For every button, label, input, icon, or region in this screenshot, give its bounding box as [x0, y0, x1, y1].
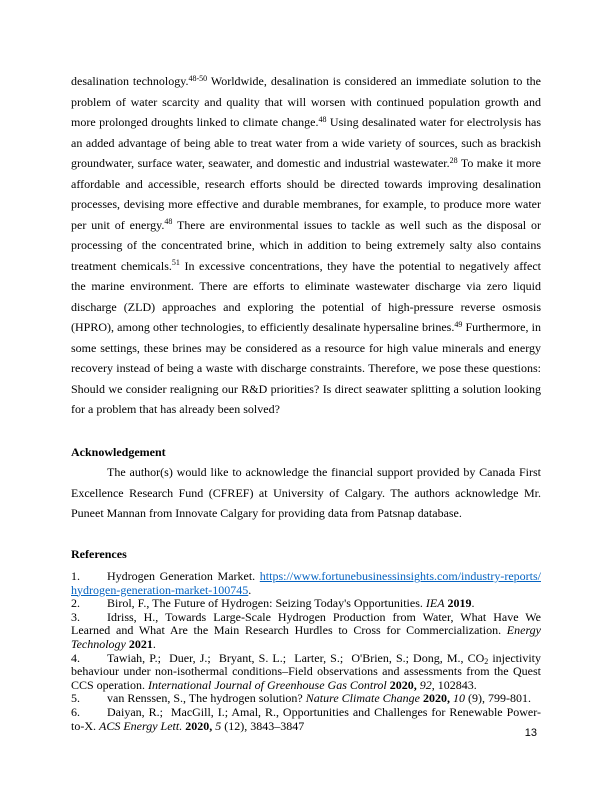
- reference-item-2: [71, 597, 541, 611]
- text-run: , 102843.: [431, 677, 477, 692]
- text-run: Furthermore, in some settings, these brines may be considered as a resource for high value minerals and energy recovery instead of being a waste with discharge constraints. Therefore, we pose these questions: Should we consider realigning our R&D priorities? Is direct seawater splitting a solution looking for a problem that has already been solved?: [71, 320, 541, 416]
- reference-number: 4.: [71, 650, 80, 665]
- reference-item-6: [71, 706, 541, 733]
- text-run: Tawiah, P.; Duer, J.; Bryant, S. L.; Larter, S.; O'Brien, S.; Dong, M., CO: [107, 650, 485, 665]
- italic-text: IEA: [425, 596, 445, 611]
- italic-text: 92: [419, 677, 432, 692]
- text-run: Birol, F., The Future of Hydrogen: Seizing Today's Opportunities.: [107, 596, 426, 611]
- text-run: .: [248, 582, 252, 597]
- body-paragraph: [71, 71, 541, 420]
- citation-superscript: 48-50: [188, 73, 208, 83]
- reference-item-3: [71, 611, 541, 652]
- reference-number: 2.: [71, 596, 80, 611]
- bold-text: 2020,: [389, 677, 417, 692]
- reference-item-5: [71, 692, 541, 706]
- reference-text: [107, 691, 531, 705]
- text-run: Worldwide, desalination is considered an immediate solution to the problem of water scarcity and quality that will worsen with continued population growth and more prolonged droughts linked to climate change.: [71, 74, 541, 129]
- subscript-text: 2: [484, 656, 489, 666]
- text-run: van Renssen, S., The hydrogen solution?: [107, 691, 306, 706]
- bold-text: 2020,: [185, 718, 213, 733]
- text-run: Idriss, H., Towards Large-Scale Hydrogen Production from Water, What Have We Learned and What Are the Main Research Hurdles to Cross for Commercialization.: [71, 609, 541, 638]
- text-run: To make it more affordable and accessible, research efforts should be directed towards improving desalination processes, devising more effective and durable membranes, for example, to produce more water per unit of energy.: [71, 156, 542, 232]
- text-run: There are environmental issues to tackle as well such as the disposal or processing of the concentrated brine, which in addition to being extremely salty also contains treatment chemicals.: [71, 217, 541, 273]
- italic-text: Nature Climate Change: [305, 691, 420, 706]
- reference-number: 6.: [71, 704, 80, 719]
- reference-number: 1.: [71, 569, 80, 583]
- citation-superscript: 49: [454, 319, 463, 329]
- reference-text: [71, 569, 541, 597]
- reference-number: 5.: [71, 691, 80, 706]
- text-run: desalination technology.: [71, 74, 189, 88]
- citation-superscript: 48: [164, 217, 173, 226]
- bold-text: 2020,: [422, 691, 450, 706]
- reference-item-1: [71, 570, 541, 597]
- reference-list: [71, 570, 541, 733]
- citation-superscript: 48: [318, 114, 327, 124]
- text-run: (12), 3843–3847: [221, 718, 305, 733]
- references-heading: References: [71, 546, 127, 561]
- italic-text: ACS Energy Lett.: [99, 718, 183, 733]
- reference-link[interactable]: https://www.fortunebusinessinsights.com/industry-reports/hydrogen-generation-market-100745: [71, 569, 541, 597]
- italic-text: 5: [215, 718, 222, 733]
- reference-text: [71, 705, 541, 733]
- reference-text: [71, 651, 541, 692]
- text-run: Using desalinated water for electrolysis has an added advantage of being able to treat water from a wide variety of sources, such as brackish groundwater, surface water, seawater, and domestic and industrial wastewater.: [71, 115, 541, 170]
- text-run: In excessive concentrations, they have the potential to negatively affect the marine environment. There are efforts to eliminate wastewater discharge via zero liquid discharge (ZLD) approaches and exploring the potential of high-pressure reverse osmosis (HPRO), among other technologies, to efficiently desalinate hypersaline brines.: [71, 258, 541, 334]
- citation-superscript: 51: [171, 258, 180, 267]
- bold-text: 2019: [447, 596, 472, 611]
- reference-number: 3.: [71, 609, 80, 624]
- acknowledgement-heading: Acknowledgement: [71, 444, 166, 459]
- text-run: Daiyan, R.; MacGill, I.; Amal, R., Opportunities and Challenges for Renewable Power-to-X.: [71, 704, 541, 733]
- reference-text: [107, 596, 475, 610]
- text-run: Hydrogen Generation Market.: [107, 569, 260, 583]
- acknowledgement-paragraph: The author(s) would like to acknowledge the financial support provided by Canada First Excellence Research Fund (CFREF) at University of Calgary. The authors acknowledge Mr. Puneet Mannan from Innovate Calgary for providing data from Patsnap database.: [71, 465, 541, 520]
- text-run: .: [152, 636, 156, 651]
- bold-text: 2021: [128, 636, 153, 651]
- reference-item-4: [71, 652, 541, 693]
- text-run: injectivity behaviour under non-isothermal conditions–Field observations and assessments from the Quest CCS operation.: [71, 650, 541, 692]
- text-run: .: [471, 596, 475, 611]
- reference-text: [71, 610, 541, 651]
- italic-text: Energy Technology: [71, 623, 541, 651]
- page-number: 13: [524, 727, 537, 739]
- italic-text: 10: [452, 691, 465, 706]
- text-run: (9), 799-801.: [464, 691, 531, 706]
- italic-text: International Journal of Greenhouse Gas Control: [148, 677, 387, 692]
- citation-superscript: 28: [449, 155, 458, 165]
